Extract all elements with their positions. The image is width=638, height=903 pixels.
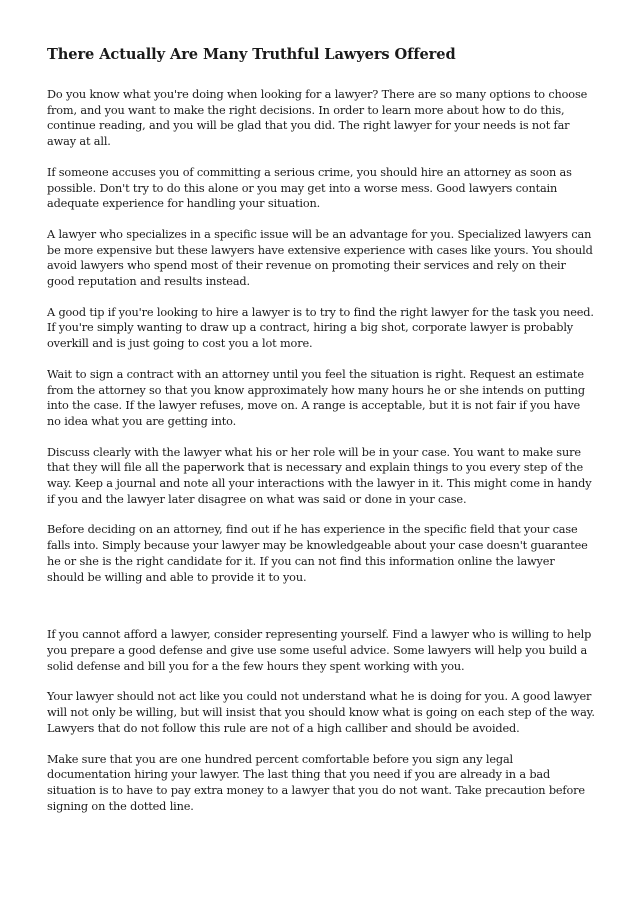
document-page: [47, 46, 595, 829]
paragraph: Your lawyer should not act like you could not understand what he is doing for you. A good lawyer will not only be willing, but will insist that you should know what is going on each step of the way. Lawyers that do not follow this rule are not of a high calliber and should be avoided.: [47, 690, 595, 735]
paragraph: Do you know what you're doing when looking for a lawyer? There are so many options to choose from, and you want to make the right decisions. In order to learn more about how to do this, continue reading, and you will be glad that you did. The right lawyer for your needs is not far away at all.: [47, 88, 588, 149]
paragraph: If you cannot afford a lawyer, consider representing yourself. Find a lawyer who is willing to help you prepare a good defense and give use some useful advice. Some lawyers will help you build a solid defense and bill you for a the few hours they spent working with you.: [47, 628, 592, 673]
paragraph: A good tip if you're looking to hire a lawyer is to try to find the right lawyer for the task you need. If you're simply wanting to draw up a contract, hiring a big shot, corporate lawyer is probably overkill and is just going to cost you a lot more.: [47, 305, 594, 351]
paragraph: Wait to sign a contract with an attorney until you feel the situation is right. Request an estimate from the attorney so that you know approximately how many hours he or she intends on putting into the case. If the lawyer refuses, move on. A range is acceptable, but it is not fair if you have no idea what you are getting into.: [47, 367, 585, 428]
paragraph: A lawyer who specializes in a specific issue will be an advantage for you. Specialized lawyers can be more expensive but these lawyers have extensive experience with cases like yours. You should avoid lawyers who spend most of their revenue on promoting their services and rely on their good reputation and results instead.: [47, 227, 593, 289]
paragraph: If someone accuses you of committing a serious crime, you should hire an attorney as soon as possible. Don't try to do this alone or you may get into a worse mess. Good lawyers contain adequate experience for handling your situation.: [47, 165, 572, 211]
blank-gap: [47, 600, 595, 627]
document-title: There Actually Are Many Truthful Lawyers Offered: [47, 46, 456, 63]
paragraph: Make sure that you are one hundred percent comfortable before you sign any legal documentation hiring your lawyer. The last thing that you need if you are already in a bad situation is to have to pay extra money to a lawyer that you do not want. Take precaution before signing on the dotted line.: [47, 752, 585, 813]
paragraph: Before deciding on an attorney, find out if he has experience in the specific field that your case falls into. Simply because your lawyer may be knowledgeable about your case doesn't guarantee he or she is the right candidate for it. If you can not find this information online the lawyer should be willing and able to provide it to you.: [47, 523, 588, 584]
paragraph: Discuss clearly with the lawyer what his or her role will be in your case. You want to make sure that they will file all the paperwork that is necessary and explain things to you every step of the way. Keep a journal and note all your interactions with the lawyer in it. This might come in handy if you and the lawyer later disagree on what was said or done in your case.: [47, 445, 592, 506]
